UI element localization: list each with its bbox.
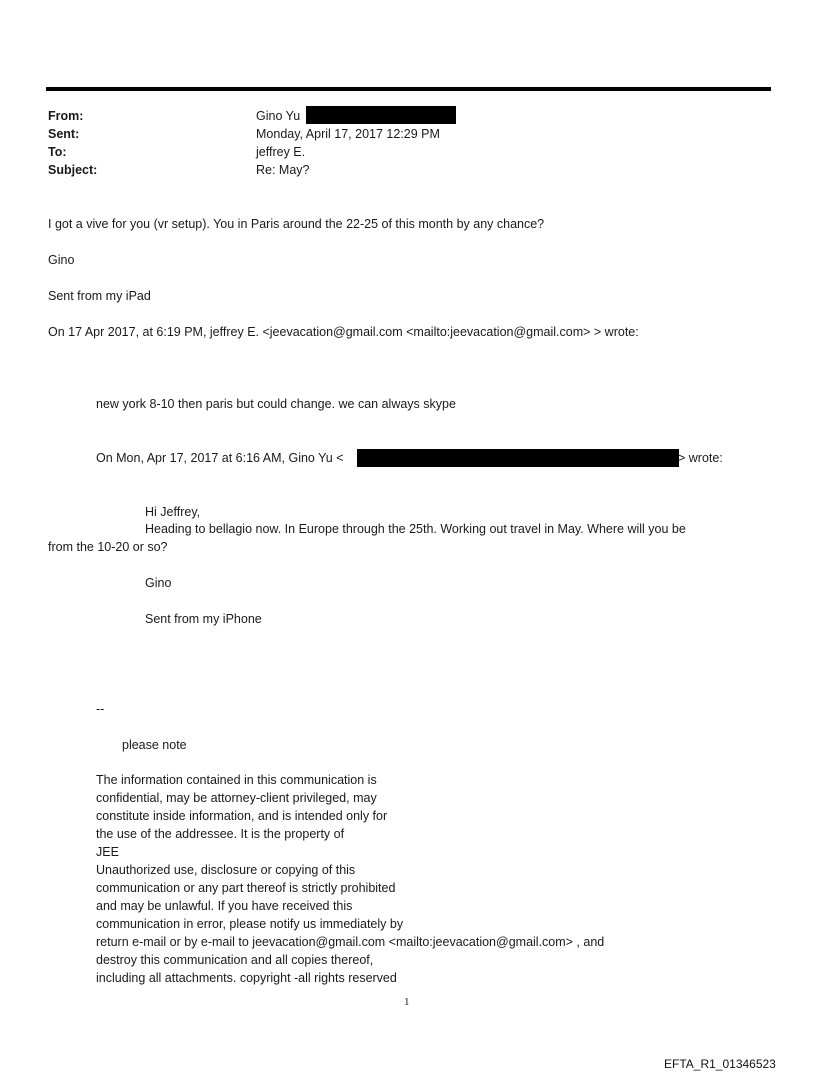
disclaimer-line: communication in error, please notify us immediately by <box>96 917 404 931</box>
redaction-box <box>357 449 679 467</box>
header-rule <box>46 87 771 91</box>
disclaimer-line: Unauthorized use, disclosure or copying of this <box>96 863 356 877</box>
disclaimer-line: constitute inside information, and is intended only for <box>96 809 388 823</box>
disclaimer-line: and may be unlawful. If you have received this <box>96 899 353 913</box>
greeting: Hi Jeffrey, <box>145 505 201 519</box>
subject-label: Subject: <box>48 163 98 177</box>
quote-header-2-prefix: On Mon, Apr 17, 2017 at 6:16 AM, Gino Yu < <box>96 451 344 465</box>
disclaimer-line: JEE <box>96 845 119 859</box>
disclaimer-line: return e-mail or by e-mail to jeevacation@gmail.com <mailto:jeevacation@gmail.com> , and <box>96 935 605 949</box>
disclaimer <box>96 771 604 987</box>
signature-1: Gino <box>48 253 75 267</box>
sent-from-iphone: Sent from my iPhone <box>145 612 262 626</box>
signature-separator: -- <box>96 702 105 716</box>
sent-from-ipad: Sent from my iPad <box>48 289 151 303</box>
disclaimer-line: The information contained in this communication is <box>96 773 377 787</box>
quote-header-1: On 17 Apr 2017, at 6:19 PM, jeffrey E. <jeevacation@gmail.com <mailto:jeevacation@gmail.com> > wrote: <box>48 325 639 339</box>
page-number: 1 <box>404 996 410 1008</box>
sent-value: Monday, April 17, 2017 12:29 PM <box>256 127 440 141</box>
message-line-2: from the 10-20 or so? <box>48 540 168 554</box>
disclaimer-line: communication or any part thereof is strictly prohibited <box>96 881 396 895</box>
disclaimer-line: confidential, may be attorney-client privileged, may <box>96 791 377 805</box>
body-line-1: I got a vive for you (vr setup). You in Paris around the 22-25 of this month by any chance? <box>48 217 545 231</box>
disclaimer-line: including all attachments. copyright -all rights reserved <box>96 971 397 985</box>
please-note: please note <box>122 738 187 752</box>
signature-2: Gino <box>145 576 172 590</box>
disclaimer-line: the use of the addressee. It is the property of <box>96 827 345 841</box>
from-label: From: <box>48 109 84 123</box>
bates-number: EFTA_R1_01346523 <box>664 1057 776 1071</box>
sent-label: Sent: <box>48 127 80 141</box>
subject-value: Re: May? <box>256 163 310 177</box>
disclaimer-line: destroy this communication and all copies thereof, <box>96 953 374 967</box>
reply-line: new york 8-10 then paris but could change. we can always skype <box>96 397 456 411</box>
quote-header-2-suffix: > wrote: <box>678 451 723 465</box>
redaction-box <box>306 106 456 124</box>
message-line-1: Heading to bellagio now. In Europe through the 25th. Working out travel in May. Where will you be <box>145 522 686 536</box>
to-value: jeffrey E. <box>256 145 306 159</box>
from-value: Gino Yu <box>256 109 301 123</box>
to-label: To: <box>48 145 67 159</box>
